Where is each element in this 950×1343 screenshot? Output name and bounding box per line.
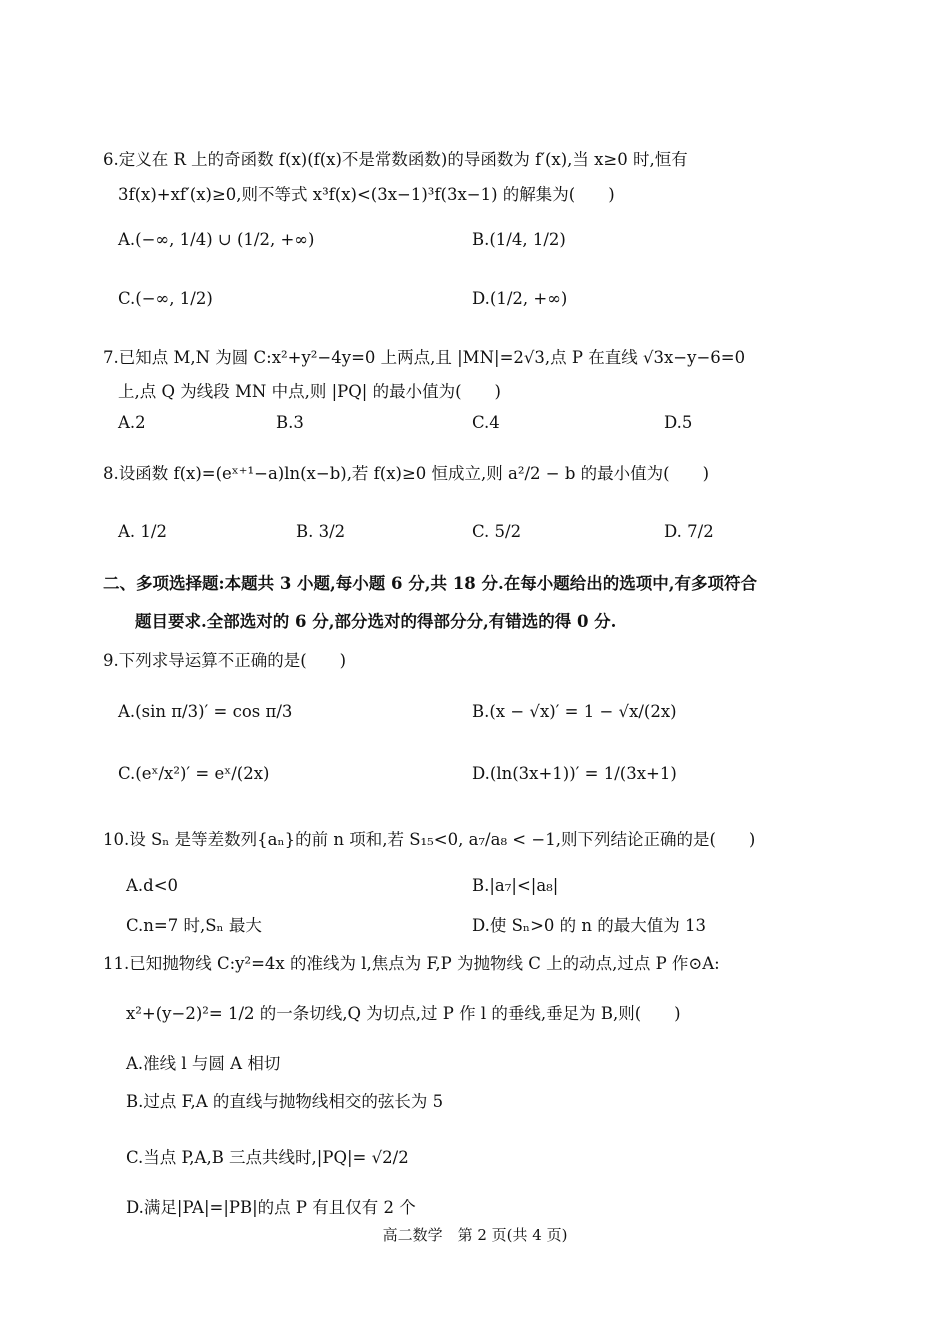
q7-option-b: B.3 bbox=[276, 413, 304, 432]
q6-option-b: B.(1/4, 1/2) bbox=[472, 230, 566, 249]
q11-option-c: C.当点 P,A,B 三点共线时,|PQ|= √2/2 bbox=[126, 1148, 409, 1167]
q10-option-a: A.d<0 bbox=[126, 876, 179, 895]
q11-stem-line1: 11.已知抛物线 C:y²=4x 的准线为 l,焦点为 F,P 为抛物线 C 上的动点,过点 P 作⊙A: bbox=[103, 954, 720, 973]
q7-stem-line1: 7.已知点 M,N 为圆 C:x²+y²−4y=0 上两点,且 |MN|=2√3,点 P 在直线 √3x−y−6=0 bbox=[103, 348, 746, 367]
q9-option-d: D.(ln(3x+1))′ = 1/(3x+1) bbox=[472, 764, 677, 783]
q9-stem: 9.下列求导运算不正确的是( ) bbox=[103, 651, 347, 670]
q6-stem-line1: 6.定义在 R 上的奇函数 f(x)(f(x)不是常数函数)的导函数为 f′(x),当 x≥0 时,恒有 bbox=[103, 150, 688, 169]
q6-option-d: D.(1/2, +∞) bbox=[472, 289, 568, 308]
q10-stem: 10.设 Sₙ 是等差数列{aₙ}的前 n 项和,若 S₁₅<0, a₇/a₈ < −1,则下列结论正确的是( ) bbox=[103, 830, 756, 849]
q10-option-b: B.|a₇|<|a₈| bbox=[472, 876, 559, 895]
q10-option-d: D.使 Sₙ>0 的 n 的最大值为 13 bbox=[472, 916, 706, 935]
q9-option-b: B.(x − √x)′ = 1 − √x/(2x) bbox=[472, 702, 677, 721]
q8-option-b: B. 3/2 bbox=[296, 522, 346, 541]
q8-option-d: D. 7/2 bbox=[664, 522, 714, 541]
section-2-heading-line2: 题目要求.全部选对的 6 分,部分选对的得部分分,有错选的得 0 分. bbox=[135, 612, 617, 631]
q7-option-a: A.2 bbox=[118, 413, 146, 432]
q7-stem-line2: 上,点 Q 为线段 MN 中点,则 |PQ| 的最小值为( ) bbox=[118, 382, 501, 401]
q11-option-b: B.过点 F,A 的直线与抛物线相交的弦长为 5 bbox=[126, 1092, 444, 1111]
page-footer: 高二数学 第 2 页(共 4 页) bbox=[382, 1226, 568, 1244]
q8-option-a: A. 1/2 bbox=[118, 522, 167, 541]
q6-option-a: A.(−∞, 1/4) ∪ (1/2, +∞) bbox=[118, 230, 315, 249]
q7-option-c: C.4 bbox=[472, 413, 500, 432]
q6-stem-line2: 3f(x)+xf′(x)≥0,则不等式 x³f(x)<(3x−1)³f(3x−1) 的解集为( ) bbox=[118, 185, 615, 204]
q11-option-d: D.满足|PA|=|PB|的点 P 有且仅有 2 个 bbox=[126, 1198, 416, 1217]
q8-option-c: C. 5/2 bbox=[472, 522, 522, 541]
section-2-heading-line1: 二、多项选择题:本题共 3 小题,每小题 6 分,共 18 分.在每小题给出的选项中,有多项符合 bbox=[103, 574, 757, 593]
q10-option-c: C.n=7 时,Sₙ 最大 bbox=[126, 916, 262, 935]
q9-option-c: C.(eˣ/x²)′ = eˣ/(2x) bbox=[118, 764, 270, 783]
q9-option-a: A.(sin π/3)′ = cos π/3 bbox=[118, 702, 293, 721]
q8-stem: 8.设函数 f(x)=(eˣ⁺¹−a)ln(x−b),若 f(x)≥0 恒成立,则 a²/2 − b 的最小值为( ) bbox=[103, 464, 710, 483]
q7-option-d: D.5 bbox=[664, 413, 693, 432]
q11-option-a: A.准线 l 与圆 A 相切 bbox=[126, 1054, 281, 1073]
q11-stem-line2: x²+(y−2)²= 1/2 的一条切线,Q 为切点,过 P 作 l 的垂线,垂足为 B,则( ) bbox=[126, 1004, 681, 1023]
q6-option-c: C.(−∞, 1/2) bbox=[118, 289, 213, 308]
